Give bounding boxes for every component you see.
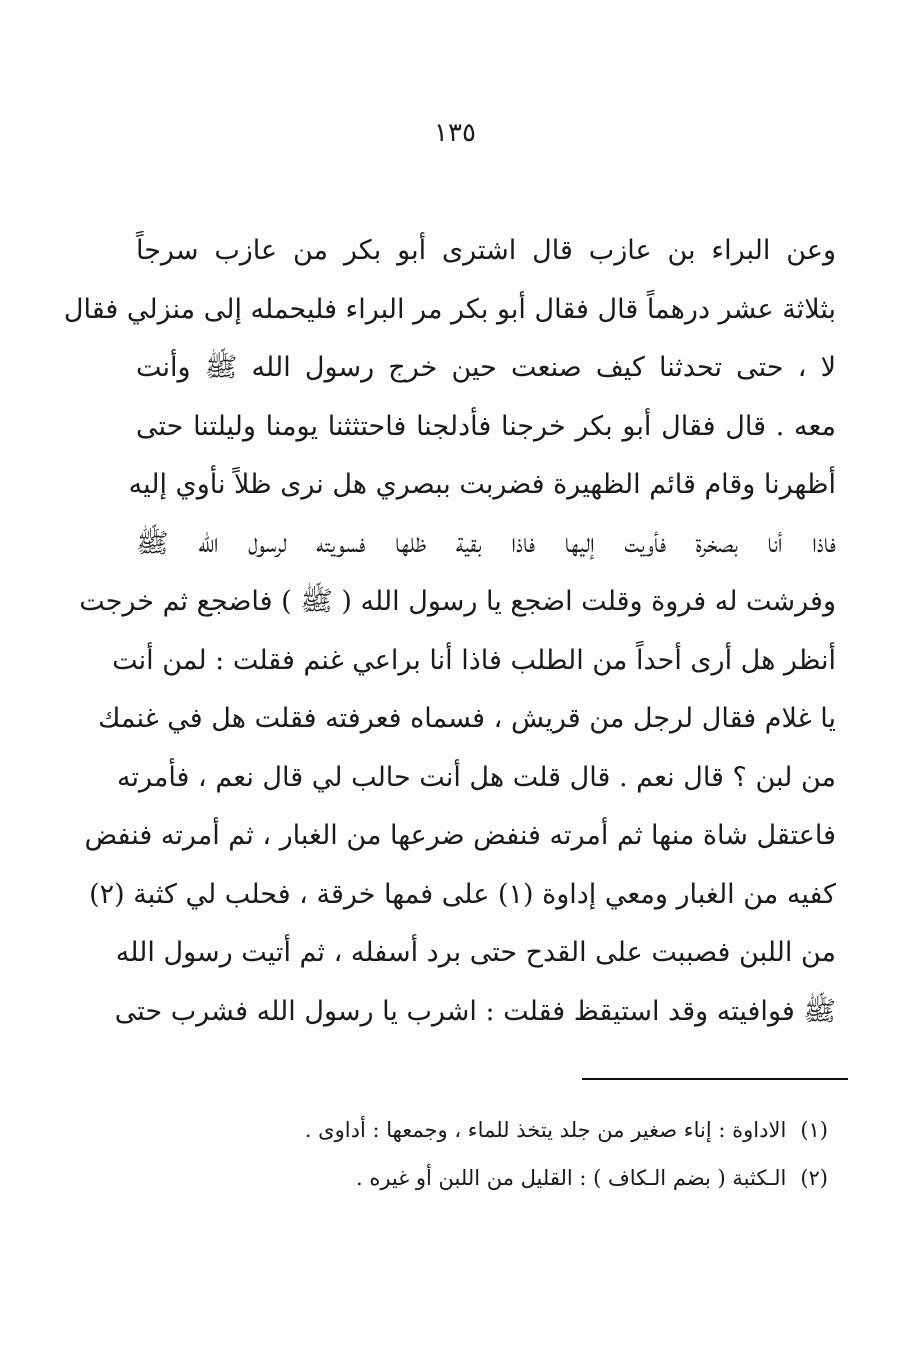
footnote-2 [200,1154,828,1202]
text-line: لا ، حتى تحدثنا كيف صنعت حين خرج رسول الله ﷺ وأنت [136,352,836,383]
page-number: ١٣٥ [434,118,476,148]
text-line: كفيه من الغبار ومعي إداوة (١) على فمها خرقة ، فحلب لي كثبة (٢) [89,878,836,910]
text-line: معه . قال فقال أبو بكر خرجنا فأدلجنا فاحتثثنا يومنا وليلتنا حتى [136,410,836,442]
footnote-divider [582,1078,848,1080]
footnote-number: (٢) [800,1166,828,1190]
text-line: يا غلام فقال لرجل من قريش ، فسماه فعرفته فقلت هل في غنمك [98,703,836,734]
text-line: وفرشت له فروة وقلت اضجع يا رسول الله ( ﷺ ) فاضجع ثم خرجت [79,586,836,617]
footnote-text: الـكثبة ( بضم الـكاف ) : القليل من اللبن أو غيره . [355,1166,787,1190]
footnotes [200,1106,828,1202]
text-line: من لبن ؟ قال نعم . قال قلت هل أنت حالب لي قال نعم ، فأمرته [116,761,836,793]
text-line: فاعتقل شاة منها ثم أمرته فنفض ضرعها من الغبار ، ثم أمرته فنفض [84,820,836,851]
text-line: أنظر هل أرى أحداً من الطلب فاذا أنا براعي غنم فقلت : لمن أنت [112,644,836,676]
text-line: ﷺ فوافيته وقد استيقظ فقلت : اشرب يا رسول الله فشرب حتى [114,995,836,1027]
footnote-1 [200,1106,828,1154]
text-line: بثلاثة عشر درهماً قال فقال أبو بكر مر البراء فليحمله إلى منزلي فقال [63,293,836,325]
text-line: فاذا أنا بصخرة فأويت إليها فاذا بقية ظلها فسويته لرسول الله ﷺ [136,527,836,559]
footnote-number: (١) [800,1118,828,1142]
footnote-text: الاداوة : إناء صغير من جلد يتخذ للماء ، وجمعها : أداوى . [304,1118,787,1142]
text-line: من اللبن فصببت على القدح حتى برد أسفله ، ثم أتيت رسول الله [115,937,836,968]
main-text [63,222,836,1041]
text-line: أظهرنا وقام قائم الظهيرة فضربت ببصري هل نرى ظلاً نأوي إليه [128,469,836,500]
text-line: وعن البراء بن عازب قال اشترى أبو بكر من عازب سرجاً [136,235,836,266]
